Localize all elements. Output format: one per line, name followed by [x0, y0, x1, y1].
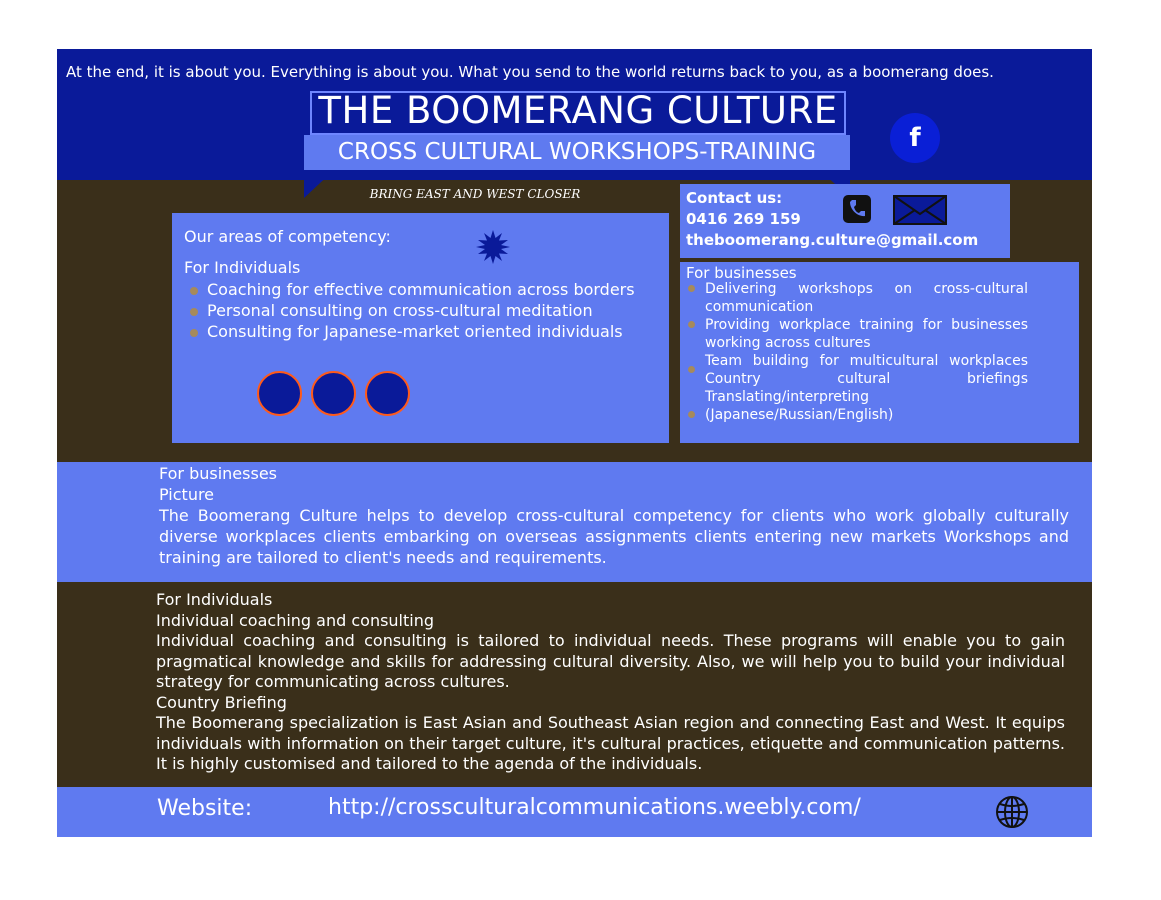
- competency-heading: Our areas of competency:: [184, 227, 391, 246]
- businesses-panel: [680, 262, 1079, 443]
- contact-panel: [680, 184, 1010, 258]
- decor-circle: [311, 371, 356, 416]
- list-item: Coaching for effective communication across borders: [184, 279, 669, 300]
- bullet-icon: [688, 366, 695, 373]
- contact-phone[interactable]: 0416 269 159: [686, 210, 801, 228]
- page-subtitle: CROSS CULTURAL WORKSHOPS-TRAINING: [337, 139, 817, 165]
- contact-email[interactable]: theboomerang.culture@gmail.com: [686, 231, 979, 249]
- bullet-icon: [190, 287, 198, 295]
- decor-circle: [365, 371, 410, 416]
- bullet-icon: [688, 321, 695, 328]
- competency-list: [184, 279, 669, 342]
- coaching-body: Individual coaching and consulting is tailored to individual needs. These programs will enable you to gain pragmatical knowledge and skills for addressing cultural diversity. Also, we will help you to build your individual strategy for communicating across cultures.: [156, 631, 1065, 691]
- bullet-icon: [688, 285, 695, 292]
- briefing-body: The Boomerang specialization is East Asian and Southeast Asian region and connecting East and West. It equips individuals with information on their target culture, it's cultural practices, etiquette and communication patterns. It is highly customised and tailored to the agenda of the individuals.: [156, 713, 1065, 773]
- tagline: At the end, it is about you. Everything is about you. What you send to the world returns back to you, as a boomerang does.: [66, 63, 994, 81]
- phone-icon[interactable]: [842, 194, 872, 224]
- list-item: (Japanese/Russian/English): [682, 406, 1028, 424]
- coaching-title: Individual coaching and consulting: [156, 610, 435, 630]
- list-item: Consulting for Japanese-market oriented individuals: [184, 321, 669, 342]
- decor-circle: [257, 371, 302, 416]
- list-item: Personal consulting on cross-cultural meditation: [184, 300, 669, 321]
- globe-icon[interactable]: [995, 795, 1029, 829]
- contact-heading: Contact us:: [686, 189, 783, 207]
- business-section-heading: For businesses: [159, 464, 277, 483]
- list-item: Delivering workshops on cross-cultural communication: [682, 280, 1028, 316]
- competency-panel: [172, 213, 669, 443]
- page-title: THE BOOMERANG CULTURE: [318, 89, 838, 132]
- bullet-icon: [190, 329, 198, 337]
- individual-section-heading: For Individuals: [156, 590, 273, 609]
- slogan: BRING EAST AND WEST CLOSER: [369, 187, 581, 201]
- list-item: Providing workplace training for businesses working across cultures: [682, 316, 1028, 352]
- picture-label: Picture: [159, 485, 215, 504]
- businesses-list: [682, 280, 1028, 424]
- business-section-body: The Boomerang Culture helps to develop cross-cultural competency for clients who work globally culturally diverse workplaces clients embarking on overseas assignments clients entering new markets Workshops and training are tailored to client's needs and requirements.: [159, 506, 1069, 567]
- website-link[interactable]: http://crossculturalcommunications.weebly.com/: [328, 795, 861, 820]
- starburst-icon: [476, 230, 510, 264]
- facebook-icon[interactable]: f: [890, 113, 940, 163]
- competency-subheading: For Individuals: [184, 258, 301, 277]
- individual-section: [156, 590, 1065, 775]
- list-item: Team building for multicultural workplaces Country cultural briefings Translating/interpreting: [682, 352, 1028, 406]
- bullet-icon: [190, 308, 198, 316]
- bullet-icon: [688, 411, 695, 418]
- ribbon-tail-left: [304, 170, 334, 198]
- businesses-panel-heading: For businesses: [686, 264, 797, 282]
- business-section: [57, 462, 1092, 582]
- website-label: Website:: [157, 796, 253, 821]
- mail-icon[interactable]: [893, 194, 947, 226]
- briefing-title: Country Briefing: [156, 692, 287, 712]
